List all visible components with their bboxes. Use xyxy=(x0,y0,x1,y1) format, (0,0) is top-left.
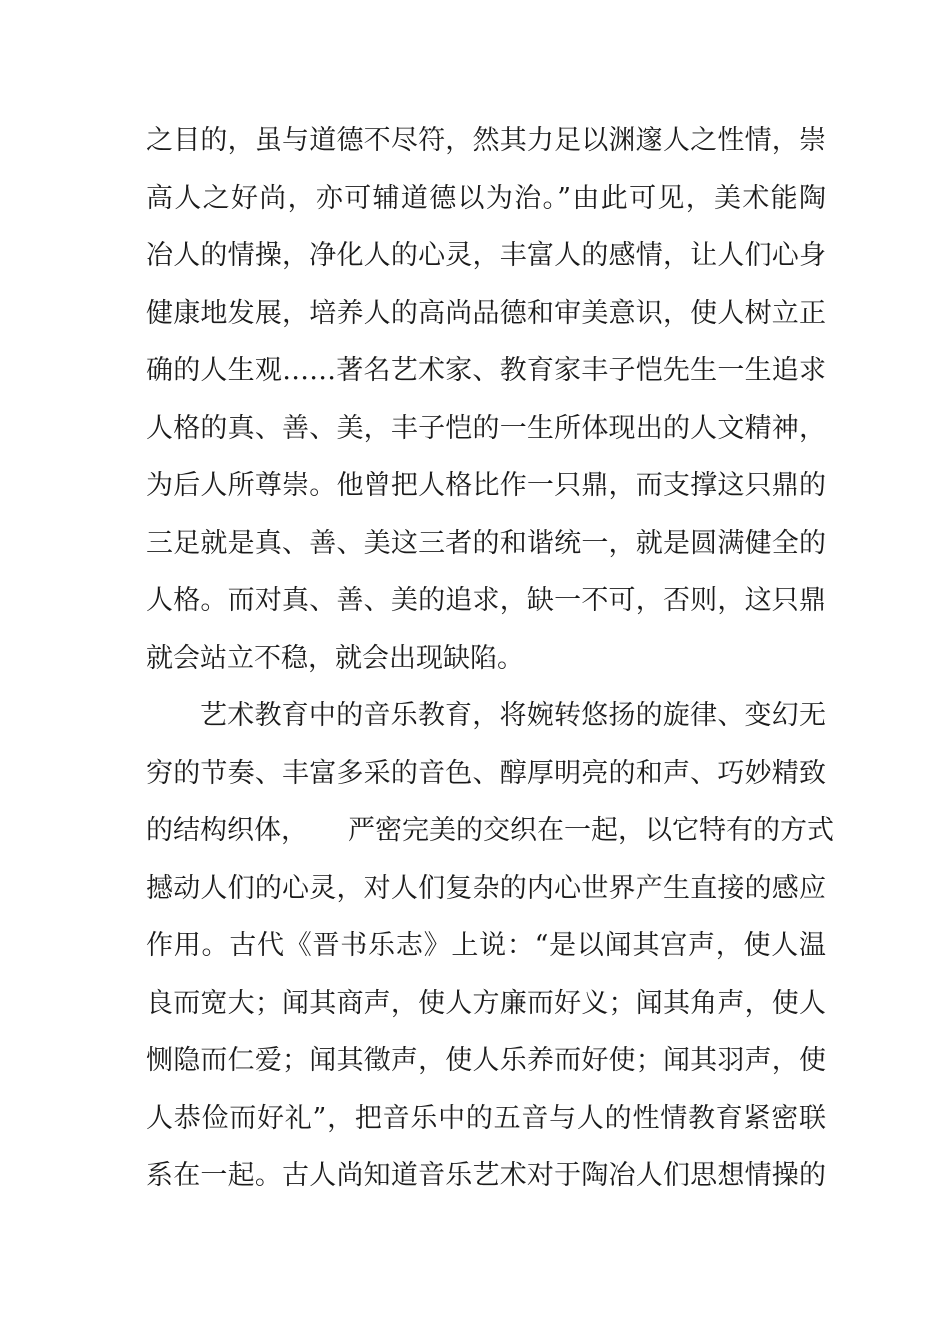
text-line: 之目的，虽与道德不尽符，然其力足以渊邃人之性情，崇 xyxy=(146,125,826,156)
text-line: 艺术教育中的音乐教育，将婉转悠扬的旋律、变幻无 xyxy=(200,700,826,731)
text-line: 人格。而对真、善、美的追求，缺一不可，否则，这只鼎 xyxy=(146,585,826,616)
text-line: 良而宽大；闻其商声，使人方廉而好义；闻其角声，使人 xyxy=(146,987,826,1019)
paragraph-1 xyxy=(146,112,826,687)
text-line xyxy=(146,802,834,860)
body-text xyxy=(146,112,834,1205)
text-line: 确的人生观……著名艺术家、教育家丰子恺先生一生追求 xyxy=(146,355,826,386)
text-line: 健康地发展，培养人的高尚品德和审美意识，使人树立正 xyxy=(146,297,826,329)
text-segment: 的结构织体， xyxy=(146,815,308,846)
text-line: 三足就是真、善、美这三者的和谐统一，就是圆满健全的 xyxy=(146,527,826,559)
text-line: 为后人所尊崇。他曾把人格比作一只鼎，而支撑这只鼎的 xyxy=(146,470,826,501)
text-segment: 严密完美的交织在一起，以它特有的方式 xyxy=(348,815,834,846)
text-line: 穷的节奏、丰富多采的音色、醇厚明亮的和声、巧妙精致 xyxy=(146,757,826,789)
text-line: 作用。古代《晋书乐志》上说：“是以闻其宫声，使人温 xyxy=(146,930,826,961)
text-line: 系在一起。古人尚知道音乐艺术对于陶冶人们思想情操的 xyxy=(146,1160,826,1191)
text-line: 高人之好尚，亦可辅道德以为治。”由此可见，美术能陶 xyxy=(146,182,826,214)
text-line: 人恭俭而好礼”，把音乐中的五音与人的性情教育紧密联 xyxy=(146,1102,826,1134)
text-line: 就会站立不稳，就会出现缺陷。 xyxy=(146,642,524,674)
text-line: 冶人的情操，净化人的心灵，丰富人的感情，让人们心身 xyxy=(146,240,826,271)
text-line: 人格的真、善、美，丰子恺的一生所体现出的人文精神， xyxy=(146,412,826,444)
text-line: 恻隐而仁爱；闻其徵声，使人乐养而好使；闻其羽声，使 xyxy=(146,1045,826,1076)
text-line: 撼动人们的心灵，对人们复杂的内心世界产生直接的感应 xyxy=(146,872,826,904)
paragraph-2 xyxy=(146,687,834,1205)
